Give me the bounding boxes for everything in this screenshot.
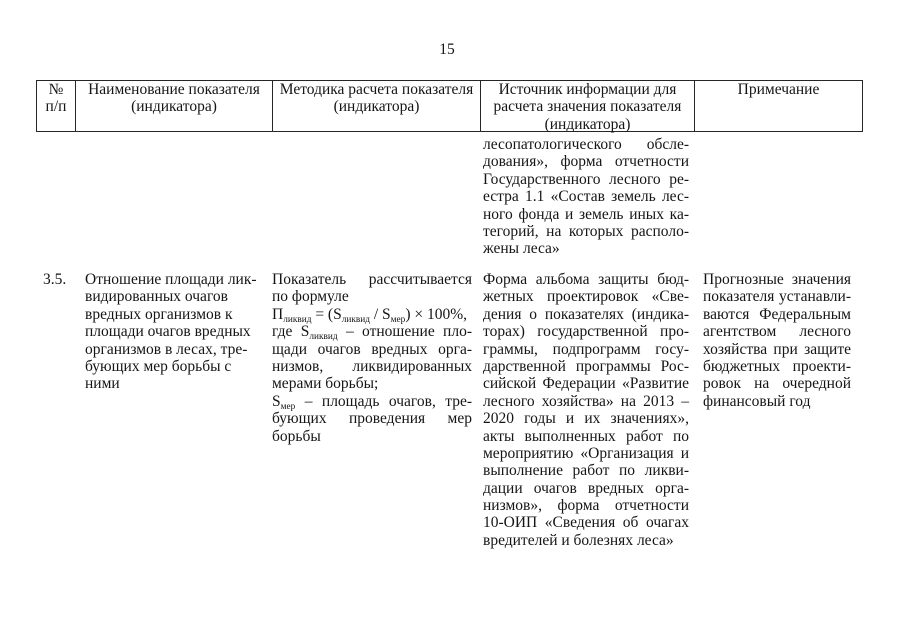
text-line: 2020 годы и их значениях»,	[483, 410, 689, 428]
row-number-cell	[43, 271, 73, 288]
text-line: показателя устанавли-	[703, 288, 851, 306]
header-cell-source	[481, 81, 695, 131]
subscript: ликвид	[309, 331, 338, 342]
text-line: лесопатологического обсле-	[483, 136, 689, 153]
table-header-row	[36, 80, 863, 132]
text-line: Показатель рассчитывается	[272, 271, 472, 288]
text-line: дации очагов вредных орга-	[483, 479, 689, 497]
header-line: Наименование показателя	[88, 81, 260, 98]
text-line	[272, 306, 472, 323]
method-cell	[272, 271, 472, 445]
text-line: площади очагов вредных	[85, 323, 251, 341]
text-line: Прогнозные значения	[703, 271, 851, 288]
text-line: бюджетных проекти-	[703, 357, 851, 375]
paragraph	[483, 271, 689, 549]
text-segment: – отношение пло-	[337, 323, 472, 341]
subscript: мер	[280, 401, 296, 412]
header-line: Методика расчета показателя	[279, 81, 474, 98]
text-line: организмов в лесах, тре-	[85, 340, 248, 358]
text-line: дарственной программы Рос-	[483, 357, 689, 375]
header-line: Примечание	[737, 81, 820, 98]
text-line: Государственного лесного ре-	[483, 170, 689, 188]
text-line: вредных организмов к	[85, 305, 233, 323]
text-segment: S	[272, 392, 281, 410]
text-segment: / S	[369, 305, 391, 323]
text-line: ровок на очередной	[703, 375, 851, 393]
paragraph	[272, 306, 472, 323]
subscript: ликвид	[341, 314, 370, 325]
header-line: (индикатора)	[333, 98, 420, 116]
text-line: бующих мер борьбы с	[85, 357, 232, 375]
text-line: борьбы	[272, 427, 321, 445]
header-line: расчета значения показателя	[493, 98, 682, 116]
header-line: (индикатора)	[544, 115, 631, 133]
text-line: бующих проведения мер	[272, 410, 472, 428]
text-line: мерами борьбы;	[272, 375, 379, 393]
subscript: ликвид	[283, 314, 312, 325]
text-line: жетных проектировок «Све-	[483, 288, 689, 306]
subscript: мер	[390, 314, 406, 325]
text-segment: ) × 100%,	[405, 305, 468, 323]
header-line: п/п	[45, 98, 67, 116]
paragraph	[272, 271, 472, 306]
continued-source-cell	[483, 136, 689, 258]
header-cell-note	[695, 81, 862, 131]
indicator-name-cell	[85, 271, 261, 393]
text-line: ного фонда и земель иных ка-	[483, 205, 689, 223]
text-line: ними	[85, 375, 120, 393]
note-cell	[703, 271, 851, 410]
text-line: граммы, подпрограмм госу-	[483, 340, 689, 358]
text-line: низмов, ликвидированных	[272, 357, 472, 375]
text-line: тегорий, на которых располо-	[483, 222, 689, 240]
text-line	[272, 323, 472, 340]
text-line: Отношение площади лик-	[85, 271, 257, 288]
text-line: дования», форма отчетности	[483, 153, 689, 171]
paragraph	[272, 323, 472, 393]
text-line: сийской Федерации «Развитие	[483, 375, 689, 393]
text-line	[272, 393, 472, 410]
text-line: по формуле	[272, 288, 349, 306]
header-line: (индикатора)	[131, 98, 217, 116]
page-number: 15	[439, 41, 455, 58]
paragraph	[483, 136, 689, 258]
text-segment: П	[272, 305, 284, 323]
text-line: видированных очагов	[85, 288, 228, 306]
text-line: дения о показателях (индика-	[483, 305, 689, 323]
header-line: Источник информации для	[498, 81, 677, 98]
header-cell-number	[37, 81, 76, 131]
text-line: 3.5.	[43, 271, 67, 288]
text-line: естра 1.1 «Состав земель лес-	[483, 188, 689, 206]
paragraph	[43, 271, 73, 288]
text-line: акты выполненных работ по	[483, 427, 689, 445]
paragraph	[85, 271, 261, 393]
text-line: лесного хозяйства» на 2013 –	[483, 392, 689, 410]
paragraph	[703, 271, 851, 410]
source-cell	[483, 271, 689, 549]
header-cell-method	[273, 81, 481, 131]
text-line: жены леса»	[483, 240, 560, 258]
text-line: 10-ОИП «Сведения об очагах	[483, 514, 689, 532]
text-line: агентством лесного	[703, 323, 851, 341]
text-segment: – площадь очагов, тре-	[295, 392, 472, 410]
text-segment: = (S	[311, 305, 342, 323]
text-segment: где S	[272, 323, 310, 341]
text-line: Форма альбома защиты бюд-	[483, 271, 689, 288]
text-line: финансовый год	[703, 392, 811, 410]
header-cell-indicator-name	[76, 81, 273, 131]
header-line: №	[48, 81, 64, 98]
text-line: мероприятию «Организация и	[483, 444, 689, 462]
text-line: торах) государственной про-	[483, 323, 689, 341]
text-line: низмов», форма отчетности	[483, 497, 689, 515]
text-line: ваются Федеральным	[703, 305, 851, 323]
paragraph	[272, 393, 472, 445]
text-line: выполнение работ по ликви-	[483, 462, 689, 480]
text-line: вредителей и болезнях леса»	[483, 531, 674, 549]
text-line: щади очагов вредных орга-	[272, 340, 472, 358]
text-line: хозяйства при защите	[703, 340, 851, 358]
